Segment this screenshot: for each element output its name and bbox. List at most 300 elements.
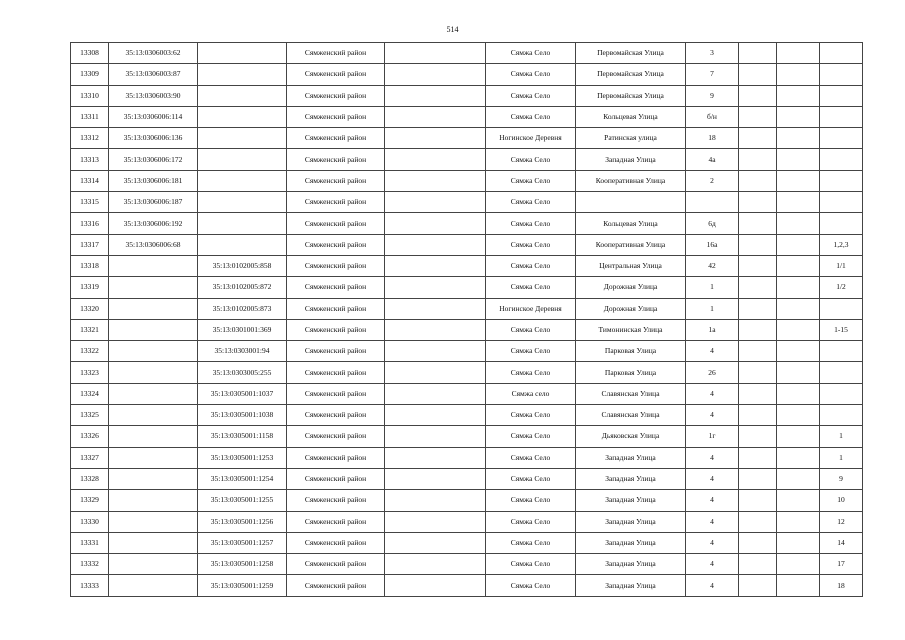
district-cell: Сямженский район [287,85,385,106]
building-cadastral-cell [198,64,287,85]
settlement-type-cell [385,64,486,85]
cadastral-number-cell: 35:13:0306006:192 [109,213,198,234]
row-number-cell: 13318 [71,255,109,276]
locality-cell: Сямжа Село [486,85,576,106]
building-cadastral-cell: 35:13:0305001:1158 [198,426,287,447]
building-cadastral-cell [198,106,287,127]
building-cell [739,64,777,85]
apartment-cell [820,405,863,426]
building-cadastral-cell: 35:13:0305001:1038 [198,405,287,426]
apartment-cell: 1 [820,447,863,468]
structure-cell [777,490,820,511]
row-number-cell: 13325 [71,405,109,426]
cadastral-number-cell [109,341,198,362]
house-number-cell: 4 [686,532,739,553]
cadastral-number-cell: 35:13:0306003:87 [109,64,198,85]
house-number-cell: 4 [686,511,739,532]
building-cell [739,43,777,64]
structure-cell [777,532,820,553]
row-number-cell: 13329 [71,490,109,511]
district-cell: Сямженский район [287,405,385,426]
table-row [71,255,863,276]
street-cell: Парковая Улица [576,341,686,362]
row-number-cell: 13316 [71,213,109,234]
apartment-cell: 14 [820,532,863,553]
structure-cell [777,362,820,383]
building-cadastral-cell [198,170,287,191]
structure-cell [777,341,820,362]
table-row [71,192,863,213]
cadastral-number-cell: 35:13:0306006:114 [109,106,198,127]
structure-cell [777,468,820,489]
structure-cell [777,213,820,234]
building-cell [739,192,777,213]
house-number-cell [686,192,739,213]
row-number-cell: 13319 [71,277,109,298]
district-cell: Сямженский район [287,511,385,532]
table-row [71,85,863,106]
building-cell [739,405,777,426]
apartment-cell [820,341,863,362]
building-cell [739,213,777,234]
structure-cell [777,192,820,213]
street-cell: Парковая Улица [576,362,686,383]
building-cell [739,490,777,511]
street-cell: Западная Улица [576,149,686,170]
cadastral-number-cell [109,490,198,511]
cadastral-number-cell [109,383,198,404]
table-row [71,43,863,64]
apartment-cell: 18 [820,575,863,596]
structure-cell [777,426,820,447]
apartment-cell [820,106,863,127]
table-row [71,490,863,511]
settlement-type-cell [385,468,486,489]
row-number-cell: 13312 [71,128,109,149]
table-row [71,277,863,298]
street-cell: Западная Улица [576,468,686,489]
cadastral-number-cell: 35:13:0306003:62 [109,43,198,64]
district-cell: Сямженский район [287,128,385,149]
table-row [71,468,863,489]
district-cell: Сямженский район [287,383,385,404]
structure-cell [777,511,820,532]
table-row [71,447,863,468]
settlement-type-cell [385,362,486,383]
district-cell: Сямженский район [287,192,385,213]
table-row [71,298,863,319]
street-cell: Кооперативная Улица [576,170,686,191]
apartment-cell: 12 [820,511,863,532]
district-cell: Сямженский район [287,554,385,575]
district-cell: Сямженский район [287,298,385,319]
house-number-cell: 26 [686,362,739,383]
district-cell: Сямженский район [287,43,385,64]
table-row [71,149,863,170]
building-cell [739,575,777,596]
street-cell: Тимонинская Улица [576,319,686,340]
row-number-cell: 13314 [71,170,109,191]
row-number-cell: 13311 [71,106,109,127]
house-number-cell: 4 [686,405,739,426]
street-cell [576,192,686,213]
structure-cell [777,298,820,319]
house-number-cell: 4 [686,341,739,362]
row-number-cell: 13313 [71,149,109,170]
structure-cell [777,255,820,276]
table-row [71,128,863,149]
locality-cell: Сямжа Село [486,511,576,532]
apartment-cell [820,43,863,64]
locality-cell: Сямжа Село [486,277,576,298]
table-row [71,213,863,234]
street-cell: Западная Улица [576,575,686,596]
apartment-cell: 1/1 [820,255,863,276]
apartment-cell [820,149,863,170]
structure-cell [777,319,820,340]
building-cell [739,554,777,575]
building-cell [739,426,777,447]
apartment-cell: 1-15 [820,319,863,340]
district-cell: Сямженский район [287,341,385,362]
building-cadastral-cell [198,85,287,106]
settlement-type-cell [385,532,486,553]
district-cell: Сямженский район [287,64,385,85]
building-cell [739,532,777,553]
locality-cell: Сямжа Село [486,255,576,276]
settlement-type-cell [385,106,486,127]
cadastral-number-cell: 35:13:0306006:187 [109,192,198,213]
house-number-cell: 4 [686,447,739,468]
district-cell: Сямженский район [287,575,385,596]
settlement-type-cell [385,383,486,404]
apartment-cell: 17 [820,554,863,575]
locality-cell: Ногинское Деревня [486,298,576,319]
locality-cell: Сямжа Село [486,447,576,468]
cadastral-number-cell: 35:13:0306006:136 [109,128,198,149]
cadastral-number-cell: 35:13:0306006:68 [109,234,198,255]
street-cell: Дорожная Улица [576,298,686,319]
building-cadastral-cell: 35:13:0305001:1258 [198,554,287,575]
row-number-cell: 13310 [71,85,109,106]
structure-cell [777,106,820,127]
house-number-cell: 3 [686,43,739,64]
street-cell: Первомайская Улица [576,43,686,64]
street-cell: Западная Улица [576,532,686,553]
row-number-cell: 13328 [71,468,109,489]
street-cell: Кольцевая Улица [576,106,686,127]
house-number-cell: 4а [686,149,739,170]
row-number-cell: 13324 [71,383,109,404]
apartment-cell [820,298,863,319]
cadastral-number-cell: 35:13:0306006:172 [109,149,198,170]
district-cell: Сямженский район [287,468,385,489]
cadastral-number-cell [109,532,198,553]
building-cadastral-cell [198,149,287,170]
settlement-type-cell [385,319,486,340]
row-number-cell: 13323 [71,362,109,383]
structure-cell [777,149,820,170]
street-cell: Западная Улица [576,490,686,511]
building-cadastral-cell: 35:13:0305001:1253 [198,447,287,468]
cadastral-number-cell [109,511,198,532]
row-number-cell: 13309 [71,64,109,85]
house-number-cell: 4 [686,468,739,489]
row-number-cell: 13317 [71,234,109,255]
structure-cell [777,575,820,596]
page-number: 514 [446,25,459,34]
street-cell: Дорожная Улица [576,277,686,298]
building-cell [739,319,777,340]
row-number-cell: 13308 [71,43,109,64]
locality-cell: Сямжа Село [486,43,576,64]
district-cell: Сямженский район [287,426,385,447]
table-row [71,234,863,255]
table-row [71,319,863,340]
building-cadastral-cell: 35:13:0305001:1255 [198,490,287,511]
apartment-cell: 1,2,3 [820,234,863,255]
table-row [71,532,863,553]
apartment-cell [820,383,863,404]
row-number-cell: 13330 [71,511,109,532]
settlement-type-cell [385,255,486,276]
street-cell: Дьяковская Улица [576,426,686,447]
row-number-cell: 13315 [71,192,109,213]
structure-cell [777,405,820,426]
building-cell [739,234,777,255]
row-number-cell: 13331 [71,532,109,553]
row-number-cell: 13333 [71,575,109,596]
street-cell: Кооперативная Улица [576,234,686,255]
district-cell: Сямженский район [287,447,385,468]
locality-cell: Сямжа Село [486,405,576,426]
locality-cell: Сямжа Село [486,341,576,362]
settlement-type-cell [385,298,486,319]
building-cadastral-cell [198,213,287,234]
settlement-type-cell [385,213,486,234]
table-row [71,511,863,532]
locality-cell: Сямжа Село [486,426,576,447]
street-cell: Первомайская Улица [576,64,686,85]
district-cell: Сямженский район [287,213,385,234]
building-cadastral-cell: 35:13:0102005:873 [198,298,287,319]
building-cell [739,85,777,106]
district-cell: Сямженский район [287,170,385,191]
locality-cell: Сямжа Село [486,468,576,489]
settlement-type-cell [385,149,486,170]
district-cell: Сямженский район [287,532,385,553]
table-row [71,426,863,447]
cadastral-number-cell [109,255,198,276]
apartment-cell [820,192,863,213]
table-row [71,170,863,191]
house-number-cell: 1а [686,319,739,340]
house-number-cell: 42 [686,255,739,276]
district-cell: Сямженский район [287,255,385,276]
settlement-type-cell [385,170,486,191]
house-number-cell: 2 [686,170,739,191]
district-cell: Сямженский район [287,277,385,298]
house-number-cell: 9 [686,85,739,106]
building-cell [739,362,777,383]
building-cell [739,468,777,489]
district-cell: Сямженский район [287,149,385,170]
settlement-type-cell [385,234,486,255]
house-number-cell: 4 [686,490,739,511]
structure-cell [777,383,820,404]
structure-cell [777,170,820,191]
cadastral-number-cell [109,405,198,426]
building-cadastral-cell: 35:13:0305001:1257 [198,532,287,553]
district-cell: Сямженский район [287,319,385,340]
row-number-cell: 13322 [71,341,109,362]
building-cell [739,277,777,298]
house-number-cell: 1 [686,277,739,298]
registry-table [70,42,863,597]
building-cell [739,255,777,276]
apartment-cell: 1/2 [820,277,863,298]
house-number-cell: 4 [686,554,739,575]
district-cell: Сямженский район [287,106,385,127]
cadastral-number-cell: 35:13:0306006:181 [109,170,198,191]
row-number-cell: 13332 [71,554,109,575]
table-row [71,554,863,575]
building-cell [739,128,777,149]
building-cadastral-cell [198,43,287,64]
settlement-type-cell [385,128,486,149]
building-cadastral-cell: 35:13:0305001:1256 [198,511,287,532]
settlement-type-cell [385,511,486,532]
street-cell: Славянская Улица [576,383,686,404]
building-cadastral-cell [198,234,287,255]
building-cadastral-cell [198,128,287,149]
apartment-cell: 9 [820,468,863,489]
building-cell [739,149,777,170]
table-row [71,64,863,85]
street-cell: Ратинская улица [576,128,686,149]
locality-cell: Сямжа Село [486,213,576,234]
house-number-cell: 7 [686,64,739,85]
building-cell [739,447,777,468]
row-number-cell: 13320 [71,298,109,319]
house-number-cell: б/н [686,106,739,127]
building-cell [739,383,777,404]
locality-cell: Сямжа Село [486,319,576,340]
cadastral-number-cell [109,468,198,489]
building-cell [739,106,777,127]
house-number-cell: 18 [686,128,739,149]
locality-cell: Сямжа село [486,383,576,404]
apartment-cell [820,64,863,85]
district-cell: Сямженский район [287,490,385,511]
settlement-type-cell [385,447,486,468]
apartment-cell [820,170,863,191]
cadastral-number-cell [109,575,198,596]
building-cell [739,298,777,319]
locality-cell: Ногинское Деревня [486,128,576,149]
building-cadastral-cell: 35:13:0303001:94 [198,341,287,362]
settlement-type-cell [385,192,486,213]
settlement-type-cell [385,341,486,362]
structure-cell [777,85,820,106]
apartment-cell [820,128,863,149]
table-row [71,575,863,596]
house-number-cell: 4 [686,575,739,596]
locality-cell: Сямжа Село [486,554,576,575]
table-row [71,362,863,383]
settlement-type-cell [385,575,486,596]
table-row [71,405,863,426]
locality-cell: Сямжа Село [486,106,576,127]
house-number-cell: 6д [686,213,739,234]
settlement-type-cell [385,85,486,106]
locality-cell: Сямжа Село [486,575,576,596]
row-number-cell: 13327 [71,447,109,468]
structure-cell [777,277,820,298]
structure-cell [777,43,820,64]
structure-cell [777,447,820,468]
house-number-cell: 1г [686,426,739,447]
cadastral-number-cell [109,319,198,340]
street-cell: Западная Улица [576,511,686,532]
locality-cell: Сямжа Село [486,362,576,383]
table-row [71,106,863,127]
street-cell: Центральная Улица [576,255,686,276]
cadastral-number-cell [109,554,198,575]
table-row [71,341,863,362]
building-cadastral-cell: 35:13:0102005:872 [198,277,287,298]
row-number-cell: 13321 [71,319,109,340]
structure-cell [777,64,820,85]
structure-cell [777,234,820,255]
settlement-type-cell [385,554,486,575]
locality-cell: Сямжа Село [486,149,576,170]
building-cadastral-cell: 35:13:0305001:1259 [198,575,287,596]
building-cadastral-cell: 35:13:0102005:858 [198,255,287,276]
building-cadastral-cell: 35:13:0305001:1254 [198,468,287,489]
building-cadastral-cell: 35:13:0303005:255 [198,362,287,383]
apartment-cell [820,85,863,106]
apartment-cell [820,362,863,383]
street-cell: Западная Улица [576,554,686,575]
settlement-type-cell [385,43,486,64]
locality-cell: Сямжа Село [486,192,576,213]
locality-cell: Сямжа Село [486,490,576,511]
house-number-cell: 16а [686,234,739,255]
street-cell: Первомайская Улица [576,85,686,106]
cadastral-number-cell [109,426,198,447]
table-row [71,383,863,404]
street-cell: Западная Улица [576,447,686,468]
settlement-type-cell [385,490,486,511]
street-cell: Славянская Улица [576,405,686,426]
building-cadastral-cell [198,192,287,213]
locality-cell: Сямжа Село [486,532,576,553]
settlement-type-cell [385,405,486,426]
apartment-cell: 10 [820,490,863,511]
settlement-type-cell [385,277,486,298]
district-cell: Сямженский район [287,234,385,255]
structure-cell [777,554,820,575]
house-number-cell: 4 [686,383,739,404]
building-cadastral-cell: 35:13:0305001:1037 [198,383,287,404]
cadastral-number-cell [109,277,198,298]
structure-cell [777,128,820,149]
settlement-type-cell [385,426,486,447]
locality-cell: Сямжа Село [486,234,576,255]
locality-cell: Сямжа Село [486,64,576,85]
building-cell [739,341,777,362]
